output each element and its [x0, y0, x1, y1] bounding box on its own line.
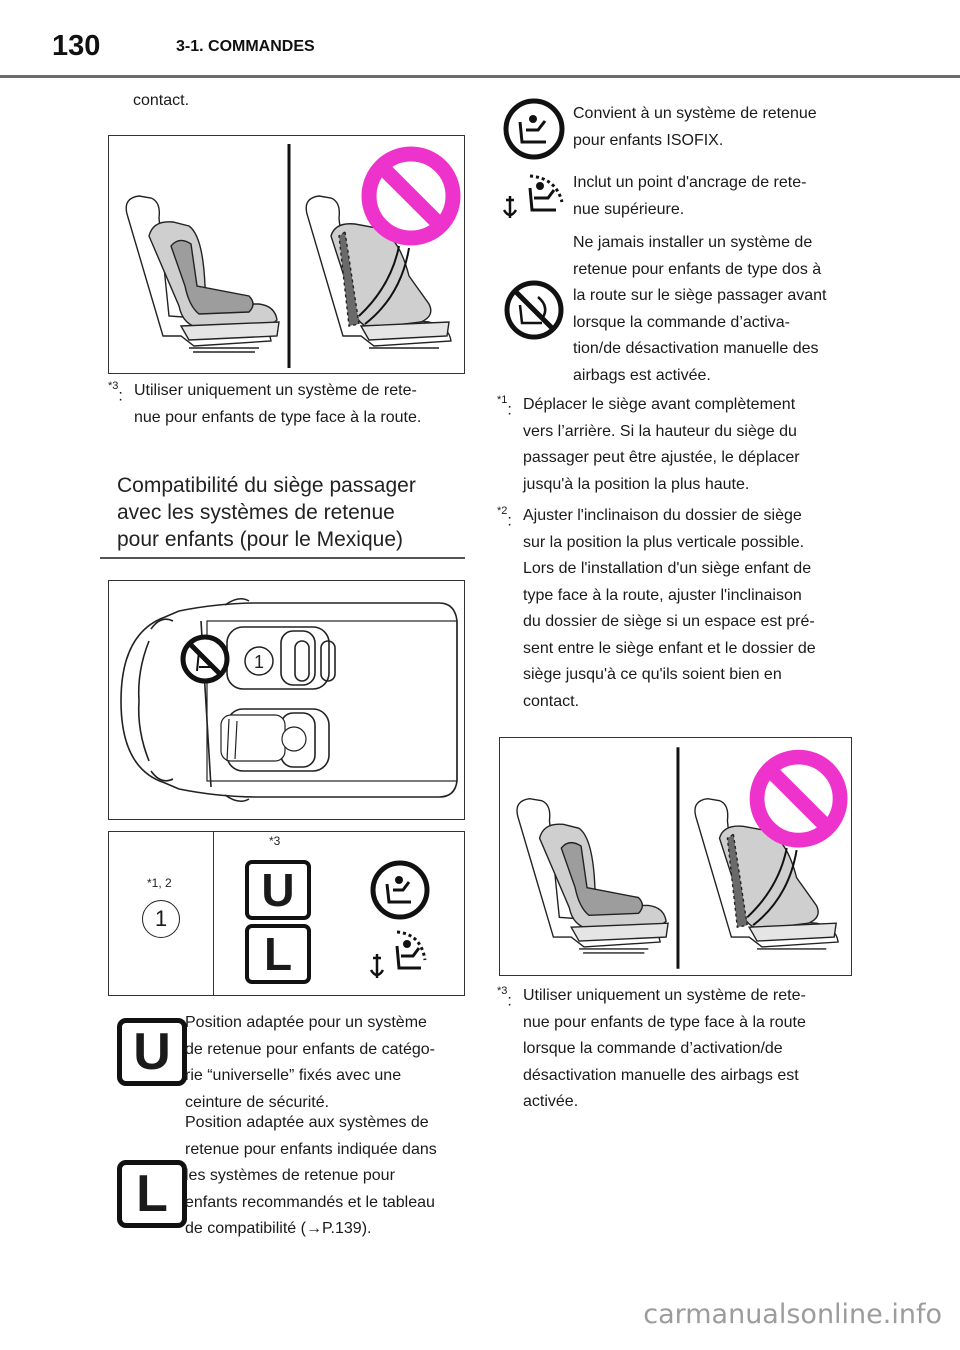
table-position-number: 1: [142, 900, 180, 938]
footnote-line: contact.: [523, 692, 580, 710]
legend-line: retenue pour enfants indiquée dans: [185, 1140, 437, 1158]
section-title: 3-1. COMMANDES: [176, 38, 315, 55]
car-diagram: [108, 580, 465, 820]
info-line: pour enfants ISOFIX.: [573, 131, 724, 149]
legend-line: rie “universelle” fixés avec une: [185, 1067, 402, 1084]
section-heading: [117, 472, 416, 553]
info-line: tion/de désactivation manuelle des: [573, 340, 819, 357]
prohibited-icon: [369, 154, 453, 238]
footnote-line: Ajuster l'inclinaison du dossier de siège: [523, 507, 802, 524]
isofix-icon: [502, 98, 566, 160]
footnote-line: du dossier de siège si un espace est pré-: [523, 613, 815, 630]
continuation-text: contact.: [133, 92, 190, 109]
prohibited-icon: [757, 757, 840, 840]
legend-line: Position adaptée aux systèmes de: [185, 1114, 429, 1131]
footnote-line: Utiliser uniquement un système de rete-: [134, 382, 417, 399]
isofix-text: [573, 101, 863, 154]
isofix-icon: [367, 860, 433, 920]
footnote-line: Déplacer le siège avant complètement: [523, 396, 796, 413]
legend-line: de compatibilité (→P.139).: [185, 1220, 372, 1237]
prohibited-seat-icon: [502, 279, 566, 341]
footnote-line: activée.: [523, 1093, 579, 1110]
footnote-line: nue pour enfants de type face à la route.: [134, 408, 422, 426]
legend-line: les systèmes de retenue pour: [185, 1167, 395, 1184]
legend-u-text: [185, 1010, 475, 1116]
footnote-3-left: $^{*3}$: Utiliser uniquement un système de rete- nue pour enfants de type face à la route.: [108, 378, 468, 434]
table-letter-u: U: [245, 860, 311, 920]
footnote-mark: *3: [108, 380, 119, 392]
footnote-2: $^{*2}$: Ajuster l'inclinaison du dossier de siège sur la position la plus verticale possible. Lors de l'installation d'un siège enfant de type face à la route, ajuster l'inclinaison du dossier de siège si un espace est pré- sent entre le siège enfant et le dossier de siège jusqu'à ce qu'ils soient bien en contact.: [497, 503, 857, 718]
watermark: carmanualsonline.info: [643, 1299, 942, 1330]
legend-line: enfants recommandés et le tableau: [185, 1193, 435, 1211]
child-seat-diagram: [109, 136, 464, 373]
heading-line: Compatibilité du siège passager: [117, 474, 416, 497]
footnote-line: Utiliser uniquement un système de rete-: [523, 987, 806, 1004]
anchor-text: [573, 170, 863, 223]
info-line: Ne jamais installer un système de: [573, 234, 813, 251]
seat-correct: [126, 196, 279, 352]
position-number: 1: [253, 652, 265, 672]
footnote-mark: *3: [497, 985, 508, 997]
car-topview: [109, 581, 464, 819]
table-col1-label: *1, 2: [147, 876, 172, 890]
heading-line: pour enfants (pour le Mexique): [117, 528, 403, 551]
anchor-icon: [500, 172, 568, 222]
info-line: Convient à un système de retenue: [573, 105, 817, 122]
info-line: lorsque la commande d’activa-: [573, 313, 790, 331]
footnote-mark: *2: [497, 505, 508, 517]
footnote-line: nue pour enfants de type face à la route: [523, 1013, 806, 1031]
compatibility-table: [108, 831, 465, 996]
table-col-divider: [213, 832, 214, 995]
footnote-line: vers l’arrière. Si la hauteur du siège du: [523, 422, 797, 440]
legend-line: Position adaptée pour un système: [185, 1014, 427, 1031]
heading-line: avec les systèmes de retenue: [117, 501, 395, 524]
footnote-line: siège jusqu'à ce qu'ils soient bien en: [523, 666, 782, 683]
anchor-icon: [367, 924, 433, 984]
info-line: Inclut un point d'ancrage de rete-: [573, 174, 807, 191]
footnote-line: désactivation manuelle des airbags est: [523, 1066, 799, 1084]
info-line: nue supérieure.: [573, 200, 685, 218]
prohibited-seat-icon: [183, 637, 227, 681]
footnote-line: passager peut être ajustée, le déplacer: [523, 449, 800, 466]
legend-l-text: [185, 1110, 475, 1243]
footnote-3-right: $^{*3}$: Utiliser uniquement un système de rete- nue pour enfants de type face à la route lorsque la commande d’activation/de désactivation manuelle des airbags est activée.: [497, 983, 857, 1118]
header-divider: [0, 75, 960, 78]
footnote-mark: *1: [497, 394, 508, 406]
table-col2-label: *3: [269, 834, 281, 848]
legend-line: de retenue pour enfants de catégo-: [185, 1040, 435, 1058]
info-line: la route sur le siège passager avant: [573, 287, 827, 304]
never-text: [573, 230, 863, 389]
child-seat-diagram: [500, 738, 851, 975]
legend-line: ceinture de sécurité.: [185, 1093, 330, 1111]
seat-illustration-top: [108, 135, 465, 374]
footnote-line: sur la position la plus verticale possible.: [523, 533, 805, 551]
heading-divider: [100, 557, 465, 559]
seat-illustration-bottom: [499, 737, 852, 976]
footnote-1: $^{*1}$: Déplacer le siège avant complètement vers l’arrière. Si la hauteur du siège du passager peut être ajustée, le déplacer jusqu'à la position la plus haute.: [497, 392, 857, 500]
info-line: retenue pour enfants de type dos à: [573, 260, 822, 278]
seat-correct: [517, 799, 668, 953]
footnote-line: jusqu'à la position la plus haute.: [523, 475, 750, 493]
legend-l-badge: L: [117, 1160, 187, 1228]
table-letter-l: L: [245, 924, 311, 984]
footnote-line: lorsque la commande d’activation/de: [523, 1040, 783, 1057]
footnote-line: type face à la route, ajuster l'inclinaison: [523, 586, 802, 604]
info-line: airbags est activée.: [573, 366, 711, 384]
page-number: 130: [52, 30, 101, 62]
legend-u-badge: U: [117, 1018, 187, 1086]
footnote-line: Lors de l'installation d'un siège enfant de: [523, 560, 812, 577]
footnote-line: sent entre le siège enfant et le dossier de: [523, 639, 816, 657]
